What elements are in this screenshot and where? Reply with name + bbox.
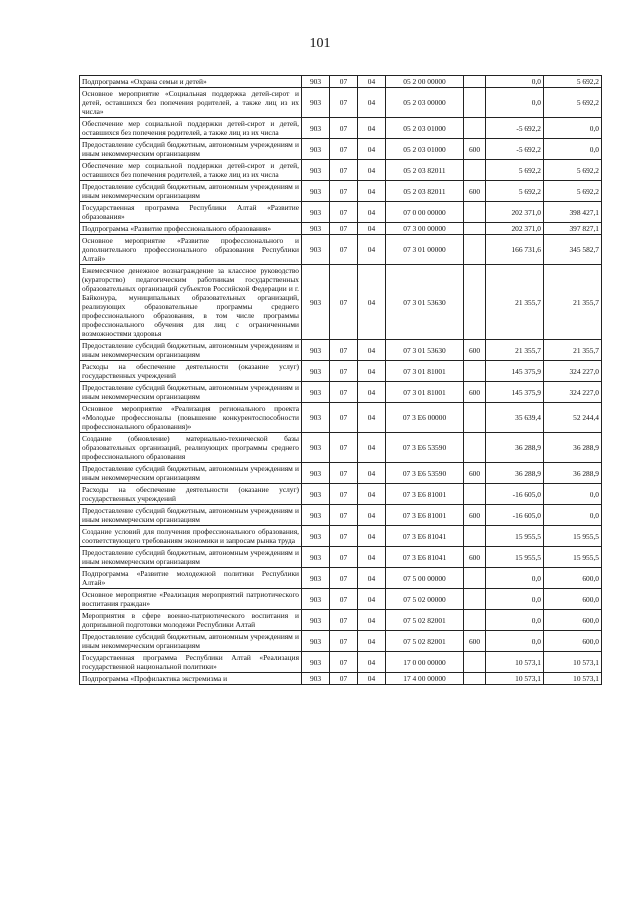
table-row (80, 160, 602, 181)
target-article-cell: 07 3 E6 81001 (386, 505, 464, 526)
expense-type-cell (464, 610, 486, 631)
expense-type-cell (464, 526, 486, 547)
target-article-cell: 07 3 01 53630 (386, 265, 464, 340)
amount-total-cell: 36 288,9 (544, 433, 602, 463)
amount-total-cell: 10 573,1 (544, 652, 602, 673)
amount-change-cell: 0,0 (486, 76, 544, 88)
row-name-cell: Основное мероприятие «Реализация мероприятий патриотического воспитания граждан» (80, 589, 302, 610)
row-name-cell: Предоставление субсидий бюджетным, автономным учреждениям и иным некоммерческим организациям (80, 631, 302, 652)
admin-code-cell: 903 (302, 610, 330, 631)
target-article-cell: 17 0 00 00000 (386, 652, 464, 673)
table-row (80, 673, 602, 685)
subsection-code-cell: 04 (358, 433, 386, 463)
expense-type-cell (464, 403, 486, 433)
subsection-code-cell: 04 (358, 88, 386, 118)
admin-code-cell: 903 (302, 181, 330, 202)
admin-code-cell: 903 (302, 361, 330, 382)
amount-total-cell: 0,0 (544, 139, 602, 160)
admin-code-cell: 903 (302, 340, 330, 361)
admin-code-cell: 903 (302, 463, 330, 484)
table-row (80, 403, 602, 433)
section-code-cell: 07 (330, 403, 358, 433)
target-article-cell: 07 0 00 00000 (386, 202, 464, 223)
amount-change-cell: 202 371,0 (486, 223, 544, 235)
admin-code-cell: 903 (302, 547, 330, 568)
subsection-code-cell: 04 (358, 526, 386, 547)
expense-type-cell (464, 652, 486, 673)
target-article-cell: 07 3 01 53630 (386, 340, 464, 361)
table-row (80, 610, 602, 631)
subsection-code-cell: 04 (358, 382, 386, 403)
subsection-code-cell: 04 (358, 652, 386, 673)
amount-change-cell: -16 605,0 (486, 505, 544, 526)
table-row (80, 526, 602, 547)
table-row (80, 382, 602, 403)
table-row (80, 139, 602, 160)
row-name-cell: Подпрограмма «Профилактика экстремизма и (80, 673, 302, 685)
target-article-cell: 05 2 03 82011 (386, 181, 464, 202)
row-name-cell: Расходы на обеспечение деятельности (оказание услуг) государственных учреждений (80, 484, 302, 505)
target-article-cell: 05 2 03 01000 (386, 118, 464, 139)
amount-total-cell: 21 355,7 (544, 265, 602, 340)
target-article-cell: 07 5 00 00000 (386, 568, 464, 589)
row-name-cell: Обеспечение мер социальной поддержки детей-сирот и детей, оставшихся без попечения родителей, а также лиц из их числа (80, 160, 302, 181)
section-code-cell: 07 (330, 118, 358, 139)
row-name-cell: Основное мероприятие «Социальная поддержка детей-сирот и детей, оставшихся без попечения родителей, а также лиц из их числа» (80, 88, 302, 118)
amount-total-cell: 398 427,1 (544, 202, 602, 223)
section-code-cell: 07 (330, 160, 358, 181)
expense-type-cell (464, 265, 486, 340)
admin-code-cell: 903 (302, 235, 330, 265)
section-code-cell: 07 (330, 610, 358, 631)
admin-code-cell: 903 (302, 589, 330, 610)
amount-total-cell: 5 692,2 (544, 181, 602, 202)
row-name-cell: Подпрограмма «Развитие молодежной политики Республики Алтай» (80, 568, 302, 589)
table-row (80, 484, 602, 505)
amount-total-cell: 5 692,2 (544, 160, 602, 181)
table-row (80, 505, 602, 526)
row-name-cell: Предоставление субсидий бюджетным, автономным учреждениям и иным некоммерческим организациям (80, 181, 302, 202)
amount-total-cell: 0,0 (544, 118, 602, 139)
target-article-cell: 17 4 00 00000 (386, 673, 464, 685)
budget-table (79, 75, 602, 685)
expense-type-cell (464, 361, 486, 382)
expense-type-cell (464, 76, 486, 88)
row-name-cell: Предоставление субсидий бюджетным, автономным учреждениям и иным некоммерческим организациям (80, 463, 302, 484)
amount-total-cell: 5 692,2 (544, 76, 602, 88)
amount-total-cell: 0,0 (544, 505, 602, 526)
section-code-cell: 07 (330, 463, 358, 484)
amount-total-cell: 600,0 (544, 589, 602, 610)
table-row (80, 361, 602, 382)
amount-change-cell: 15 955,5 (486, 547, 544, 568)
target-article-cell: 05 2 03 01000 (386, 139, 464, 160)
amount-change-cell: 35 639,4 (486, 403, 544, 433)
amount-change-cell: -5 692,2 (486, 139, 544, 160)
subsection-code-cell: 04 (358, 547, 386, 568)
expense-type-cell: 600 (464, 340, 486, 361)
amount-change-cell: 21 355,7 (486, 265, 544, 340)
subsection-code-cell: 04 (358, 568, 386, 589)
admin-code-cell: 903 (302, 118, 330, 139)
subsection-code-cell: 04 (358, 265, 386, 340)
subsection-code-cell: 04 (358, 403, 386, 433)
admin-code-cell: 903 (302, 223, 330, 235)
target-article-cell: 07 3 E6 53590 (386, 463, 464, 484)
expense-type-cell: 600 (464, 463, 486, 484)
admin-code-cell: 903 (302, 265, 330, 340)
amount-total-cell: 600,0 (544, 568, 602, 589)
expense-type-cell (464, 118, 486, 139)
table-row (80, 631, 602, 652)
expense-type-cell: 600 (464, 631, 486, 652)
target-article-cell: 07 5 02 00000 (386, 589, 464, 610)
table-row (80, 202, 602, 223)
subsection-code-cell: 04 (358, 118, 386, 139)
amount-change-cell: 145 375,9 (486, 382, 544, 403)
admin-code-cell: 903 (302, 88, 330, 118)
amount-change-cell: 5 692,2 (486, 160, 544, 181)
amount-change-cell: 0,0 (486, 568, 544, 589)
amount-change-cell: 166 731,6 (486, 235, 544, 265)
amount-total-cell: 15 955,5 (544, 547, 602, 568)
table-row (80, 265, 602, 340)
expense-type-cell: 600 (464, 547, 486, 568)
section-code-cell: 07 (330, 139, 358, 160)
section-code-cell: 07 (330, 181, 358, 202)
row-name-cell: Предоставление субсидий бюджетным, автономным учреждениям и иным некоммерческим организациям (80, 382, 302, 403)
amount-change-cell: 10 573,1 (486, 673, 544, 685)
amount-change-cell: 36 288,9 (486, 463, 544, 484)
target-article-cell: 07 3 E6 81041 (386, 547, 464, 568)
admin-code-cell: 903 (302, 568, 330, 589)
target-article-cell: 07 3 E6 53590 (386, 433, 464, 463)
table-row (80, 652, 602, 673)
amount-change-cell: 145 375,9 (486, 361, 544, 382)
table-row (80, 547, 602, 568)
amount-change-cell: 10 573,1 (486, 652, 544, 673)
table-row (80, 88, 602, 118)
amount-total-cell: 600,0 (544, 631, 602, 652)
row-name-cell: Предоставление субсидий бюджетным, автономным учреждениям и иным некоммерческим организациям (80, 505, 302, 526)
amount-total-cell: 0,0 (544, 484, 602, 505)
section-code-cell: 07 (330, 235, 358, 265)
target-article-cell: 07 3 01 81001 (386, 382, 464, 403)
row-name-cell: Ежемесячное денежное вознаграждение за классное руководство (кураторство) педагогическим работникам государственных образовательных организаций субъектов Российской Федерации и г. Байконура, муниципальных образовательных организаций, реализующих образовательные программы среднего профессионального образования, в том числе программы профессионального обучения для лиц с ограниченными возможностями здоровья (80, 265, 302, 340)
section-code-cell: 07 (330, 433, 358, 463)
row-name-cell: Государственная программа Республики Алтай «Развитие образования» (80, 202, 302, 223)
section-code-cell: 07 (330, 526, 358, 547)
amount-change-cell: 36 288,9 (486, 433, 544, 463)
subsection-code-cell: 04 (358, 673, 386, 685)
row-name-cell: Мероприятия в сфере военно-патриотического воспитания и допризывной подготовки молодежи Республики Алтай (80, 610, 302, 631)
section-code-cell: 07 (330, 547, 358, 568)
table-row (80, 433, 602, 463)
section-code-cell: 07 (330, 361, 358, 382)
expense-type-cell (464, 673, 486, 685)
expense-type-cell (464, 160, 486, 181)
subsection-code-cell: 04 (358, 76, 386, 88)
table-row (80, 568, 602, 589)
target-article-cell: 07 3 E6 00000 (386, 403, 464, 433)
section-code-cell: 07 (330, 505, 358, 526)
amount-total-cell: 52 244,4 (544, 403, 602, 433)
target-article-cell: 07 3 E6 81041 (386, 526, 464, 547)
expense-type-cell (464, 484, 486, 505)
section-code-cell: 07 (330, 673, 358, 685)
row-name-cell: Предоставление субсидий бюджетным, автономным учреждениям и иным некоммерческим организациям (80, 340, 302, 361)
expense-type-cell (464, 88, 486, 118)
target-article-cell: 05 2 00 00000 (386, 76, 464, 88)
amount-total-cell: 36 288,9 (544, 463, 602, 484)
subsection-code-cell: 04 (358, 139, 386, 160)
admin-code-cell: 903 (302, 526, 330, 547)
amount-total-cell: 5 692,2 (544, 88, 602, 118)
row-name-cell: Подпрограмма «Развитие профессионального образования» (80, 223, 302, 235)
subsection-code-cell: 04 (358, 631, 386, 652)
row-name-cell: Предоставление субсидий бюджетным, автономным учреждениям и иным некоммерческим организациям (80, 139, 302, 160)
table-row (80, 76, 602, 88)
section-code-cell: 07 (330, 589, 358, 610)
amount-change-cell: 0,0 (486, 589, 544, 610)
subsection-code-cell: 04 (358, 589, 386, 610)
target-article-cell: 07 5 02 82001 (386, 610, 464, 631)
subsection-code-cell: 04 (358, 202, 386, 223)
amount-change-cell: 21 355,7 (486, 340, 544, 361)
admin-code-cell: 903 (302, 403, 330, 433)
target-article-cell: 05 2 03 00000 (386, 88, 464, 118)
expense-type-cell: 600 (464, 181, 486, 202)
admin-code-cell: 903 (302, 673, 330, 685)
table-row (80, 463, 602, 484)
target-article-cell: 07 3 00 00000 (386, 223, 464, 235)
subsection-code-cell: 04 (358, 181, 386, 202)
section-code-cell: 07 (330, 202, 358, 223)
section-code-cell: 07 (330, 88, 358, 118)
admin-code-cell: 903 (302, 139, 330, 160)
admin-code-cell: 903 (302, 631, 330, 652)
subsection-code-cell: 04 (358, 340, 386, 361)
row-name-cell: Основное мероприятие «Развитие профессионального и дополнительного профессионального образования Республики Алтай» (80, 235, 302, 265)
target-article-cell: 07 5 02 82001 (386, 631, 464, 652)
expense-type-cell: 600 (464, 382, 486, 403)
section-code-cell: 07 (330, 652, 358, 673)
expense-type-cell (464, 235, 486, 265)
amount-total-cell: 324 227,0 (544, 361, 602, 382)
subsection-code-cell: 04 (358, 223, 386, 235)
amount-total-cell: 15 955,5 (544, 526, 602, 547)
section-code-cell: 07 (330, 76, 358, 88)
section-code-cell: 07 (330, 382, 358, 403)
admin-code-cell: 903 (302, 505, 330, 526)
expense-type-cell (464, 589, 486, 610)
amount-total-cell: 324 227,0 (544, 382, 602, 403)
amount-total-cell: 21 355,7 (544, 340, 602, 361)
row-name-cell: Подпрограмма «Охрана семьи и детей» (80, 76, 302, 88)
amount-change-cell: 0,0 (486, 631, 544, 652)
admin-code-cell: 903 (302, 433, 330, 463)
row-name-cell: Создание условий для получения профессионального образования, соответствующего требованиям экономики и запросам рынка труда (80, 526, 302, 547)
admin-code-cell: 903 (302, 76, 330, 88)
subsection-code-cell: 04 (358, 463, 386, 484)
expense-type-cell (464, 223, 486, 235)
subsection-code-cell: 04 (358, 484, 386, 505)
table-row (80, 181, 602, 202)
amount-total-cell: 600,0 (544, 610, 602, 631)
subsection-code-cell: 04 (358, 610, 386, 631)
row-name-cell: Государственная программа Республики Алтай «Реализация государственной национальной политики» (80, 652, 302, 673)
amount-change-cell: -5 692,2 (486, 118, 544, 139)
table-row (80, 235, 602, 265)
row-name-cell: Предоставление субсидий бюджетным, автономным учреждениям и иным некоммерческим организациям (80, 547, 302, 568)
subsection-code-cell: 04 (358, 505, 386, 526)
amount-total-cell: 345 582,7 (544, 235, 602, 265)
amount-total-cell: 397 827,1 (544, 223, 602, 235)
section-code-cell: 07 (330, 265, 358, 340)
table-row (80, 589, 602, 610)
expense-type-cell (464, 202, 486, 223)
subsection-code-cell: 04 (358, 160, 386, 181)
target-article-cell: 05 2 03 82011 (386, 160, 464, 181)
admin-code-cell: 903 (302, 652, 330, 673)
table-row (80, 223, 602, 235)
admin-code-cell: 903 (302, 160, 330, 181)
section-code-cell: 07 (330, 484, 358, 505)
expense-type-cell (464, 568, 486, 589)
amount-change-cell: -16 605,0 (486, 484, 544, 505)
admin-code-cell: 903 (302, 484, 330, 505)
table-row (80, 340, 602, 361)
amount-change-cell: 0,0 (486, 610, 544, 631)
amount-change-cell: 202 371,0 (486, 202, 544, 223)
row-name-cell: Обеспечение мер социальной поддержки детей-сирот и детей, оставшихся без попечения родителей, а также лиц из их числа (80, 118, 302, 139)
row-name-cell: Создание (обновление) материально-технической базы образовательных организаций, реализующих программы среднего профессионального образования (80, 433, 302, 463)
expense-type-cell: 600 (464, 139, 486, 160)
row-name-cell: Расходы на обеспечение деятельности (оказание услуг) государственных учреждений (80, 361, 302, 382)
target-article-cell: 07 3 01 00000 (386, 235, 464, 265)
row-name-cell: Основное мероприятие «Реализация регионального проекта «Молодые профессионалы (повышение конкурентоспособности профессионального образования)» (80, 403, 302, 433)
amount-change-cell: 5 692,2 (486, 181, 544, 202)
page-number: 101 (309, 36, 331, 51)
subsection-code-cell: 04 (358, 235, 386, 265)
amount-change-cell: 15 955,5 (486, 526, 544, 547)
expense-type-cell: 600 (464, 505, 486, 526)
section-code-cell: 07 (330, 223, 358, 235)
admin-code-cell: 903 (302, 202, 330, 223)
subsection-code-cell: 04 (358, 361, 386, 382)
target-article-cell: 07 3 E6 81001 (386, 484, 464, 505)
target-article-cell: 07 3 01 81001 (386, 361, 464, 382)
admin-code-cell: 903 (302, 382, 330, 403)
section-code-cell: 07 (330, 340, 358, 361)
amount-change-cell: 0,0 (486, 88, 544, 118)
expense-type-cell (464, 433, 486, 463)
table-row (80, 118, 602, 139)
section-code-cell: 07 (330, 568, 358, 589)
amount-total-cell: 10 573,1 (544, 673, 602, 685)
section-code-cell: 07 (330, 631, 358, 652)
